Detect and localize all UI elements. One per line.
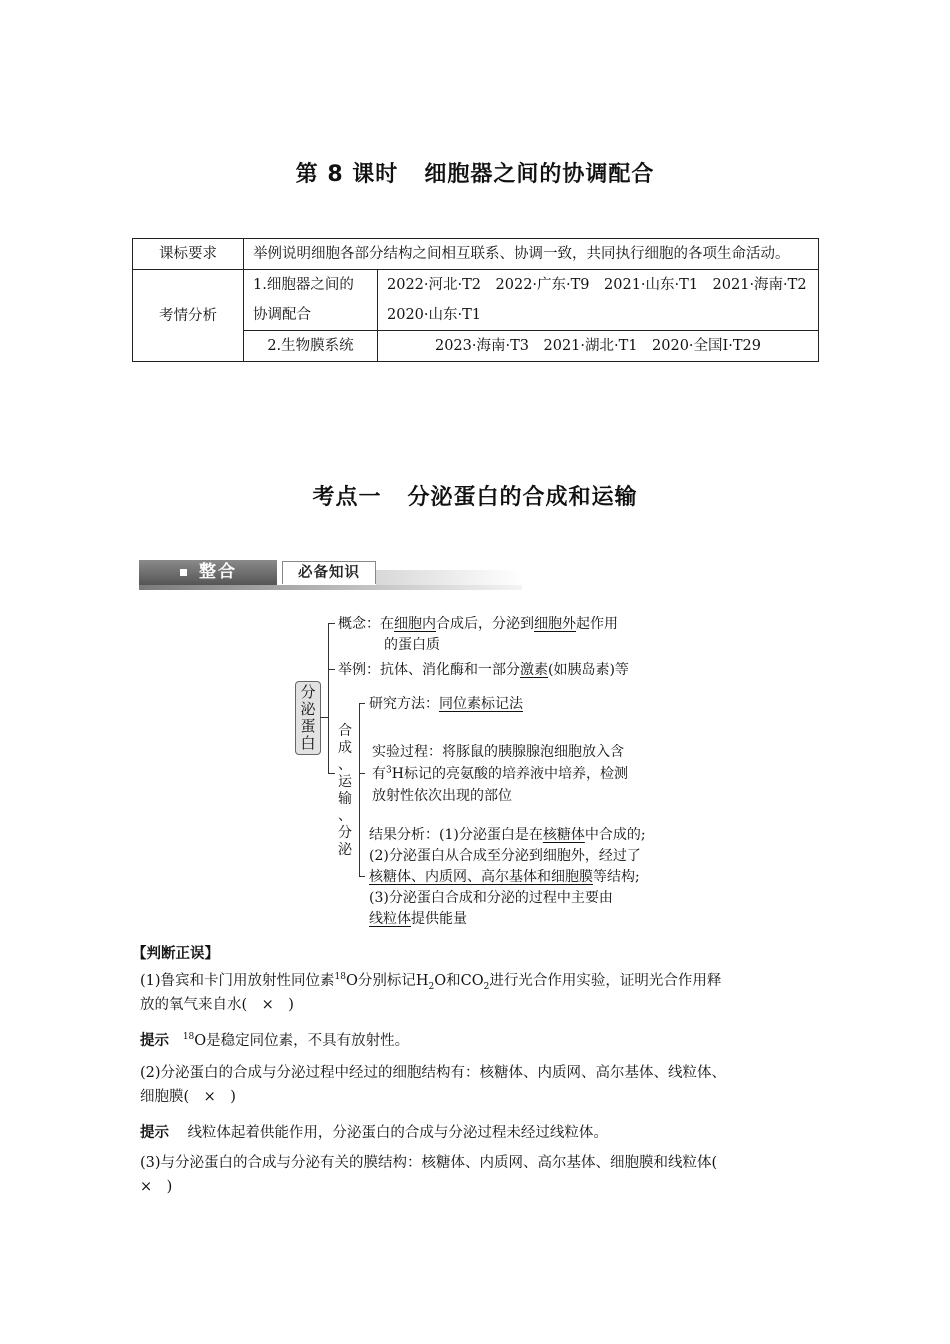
banner-bar — [139, 585, 522, 590]
result-line1: 结果分析：(1)分泌蛋白是在核糖体中合成的; — [369, 827, 646, 843]
banner-label-box — [139, 560, 277, 585]
answer-blank: 线粒体 — [369, 911, 411, 927]
lesson-title — [0, 157, 950, 188]
section-name: 分泌蛋白的合成和运输 — [407, 485, 638, 510]
square-icon — [180, 569, 187, 576]
section-title — [0, 480, 950, 511]
curriculum-requirement-header: 课标要求 — [133, 239, 244, 270]
answer-blank: 激素 — [520, 662, 548, 678]
requirements-table — [132, 238, 819, 362]
banner-sublabel: 必备知识 — [282, 561, 376, 584]
exam-topic-1-refs-line2: 2020·山东·T1 — [387, 307, 482, 323]
hint-1: 提示 $^{18}$O是稳定同位素，不具有放射性。 — [140, 1032, 410, 1049]
connector — [328, 773, 335, 774]
exam-topic-1-refs — [378, 270, 819, 331]
experiment-line2: 有$^3$H标记的亮氨酸的培养液中培养，检测 — [372, 765, 628, 782]
result-line3: 核糖体、内质网、高尔基体和细胞膜等结构; — [369, 869, 640, 885]
answer-blank: 细胞外 — [534, 616, 576, 632]
method-line: 研究方法：同位素标记法 — [369, 696, 523, 712]
lesson-number: 第 8 课时 — [295, 162, 399, 187]
question-2: (2)分泌蛋白的合成与分泌过程中经过的细胞结构有：核糖体、内质网、高尔基体、线粒体、 细胞膜( × ) — [140, 1065, 727, 1105]
answer-blank: 同位素标记法 — [439, 696, 523, 712]
table-row — [133, 239, 819, 270]
connector — [359, 773, 365, 774]
concept-line1: 概念：在细胞内合成后，分泌到细胞外起作用 — [338, 616, 618, 632]
exam-analysis-header: 考情分析 — [133, 270, 244, 362]
lesson-name: 细胞器之间的协调配合 — [424, 162, 655, 187]
exam-topic-1: 1.细胞器之间的协调配合 — [244, 270, 378, 331]
exam-topic-2: 2.生物膜系统 — [244, 331, 378, 362]
question-1: (1)鲁宾和卡门用放射性同位素$^{18}$O分别标记$H_2O$和$CO_2$进行光合作用实验，证明光合作用释 放的氧气来自水( × ) — [140, 972, 722, 1013]
section-banner — [139, 559, 522, 591]
experiment-line3: 放射性依次出现的部位 — [372, 788, 512, 804]
banner-label: 整合 — [199, 562, 237, 582]
connector — [328, 623, 335, 624]
question-3: (3)与分泌蛋白的合成与分泌有关的膜结构：核糖体、内质网、高尔基体、细胞膜和线粒体( × ) — [140, 1155, 718, 1195]
branch-label: 合 成 、 运 输 、 分 泌 — [338, 723, 352, 858]
curriculum-requirement-content: 举例说明细胞各部分结构之间相互联系、协调一致，共同执行细胞的各项生命活动。 — [244, 239, 819, 270]
result-line5: 线粒体提供能量 — [369, 911, 467, 927]
connector — [359, 876, 365, 877]
result-line2: (2)分泌蛋白从合成至分泌到细胞外，经过了 — [369, 848, 641, 864]
hint-2: 提示 线粒体起着供能作用，分泌蛋白的合成与分泌过程未经过线粒体。 — [140, 1125, 608, 1141]
experiment-line1: 实验过程：将豚鼠的胰腺腺泡细胞放入含 — [372, 744, 624, 760]
result-line4: (3)分泌蛋白合成和分泌的过程中主要由 — [369, 890, 613, 906]
judge-header: 【判断正误】 — [132, 946, 219, 962]
concept-line2: 的蛋白质 — [384, 637, 440, 653]
answer-blank: 核糖体、内质网、高尔基体和细胞膜 — [369, 869, 593, 885]
connector — [359, 703, 360, 876]
diagram-root: 分 泌 蛋 白 — [295, 681, 321, 755]
exam-topic-1-refs-line1: 2022·河北·T2 2022·广东·T9 2021·山东·T1 2021·海南·T2 — [387, 277, 807, 293]
answer-blank: 细胞内 — [394, 616, 436, 632]
connector — [320, 717, 328, 718]
answer-blank: 核糖体 — [542, 827, 585, 843]
connector — [328, 623, 329, 773]
banner-fade — [376, 570, 522, 585]
connector — [328, 669, 335, 670]
exam-topic-2-refs: 2023·海南·T3 2021·湖北·T1 2020·全国Ⅰ·T29 — [378, 331, 819, 362]
table-row — [133, 270, 819, 331]
connector — [359, 703, 365, 704]
example-line: 举例：抗体、消化酶和一部分激素(如胰岛素)等 — [338, 662, 629, 678]
section-number: 考点一 — [312, 485, 382, 510]
